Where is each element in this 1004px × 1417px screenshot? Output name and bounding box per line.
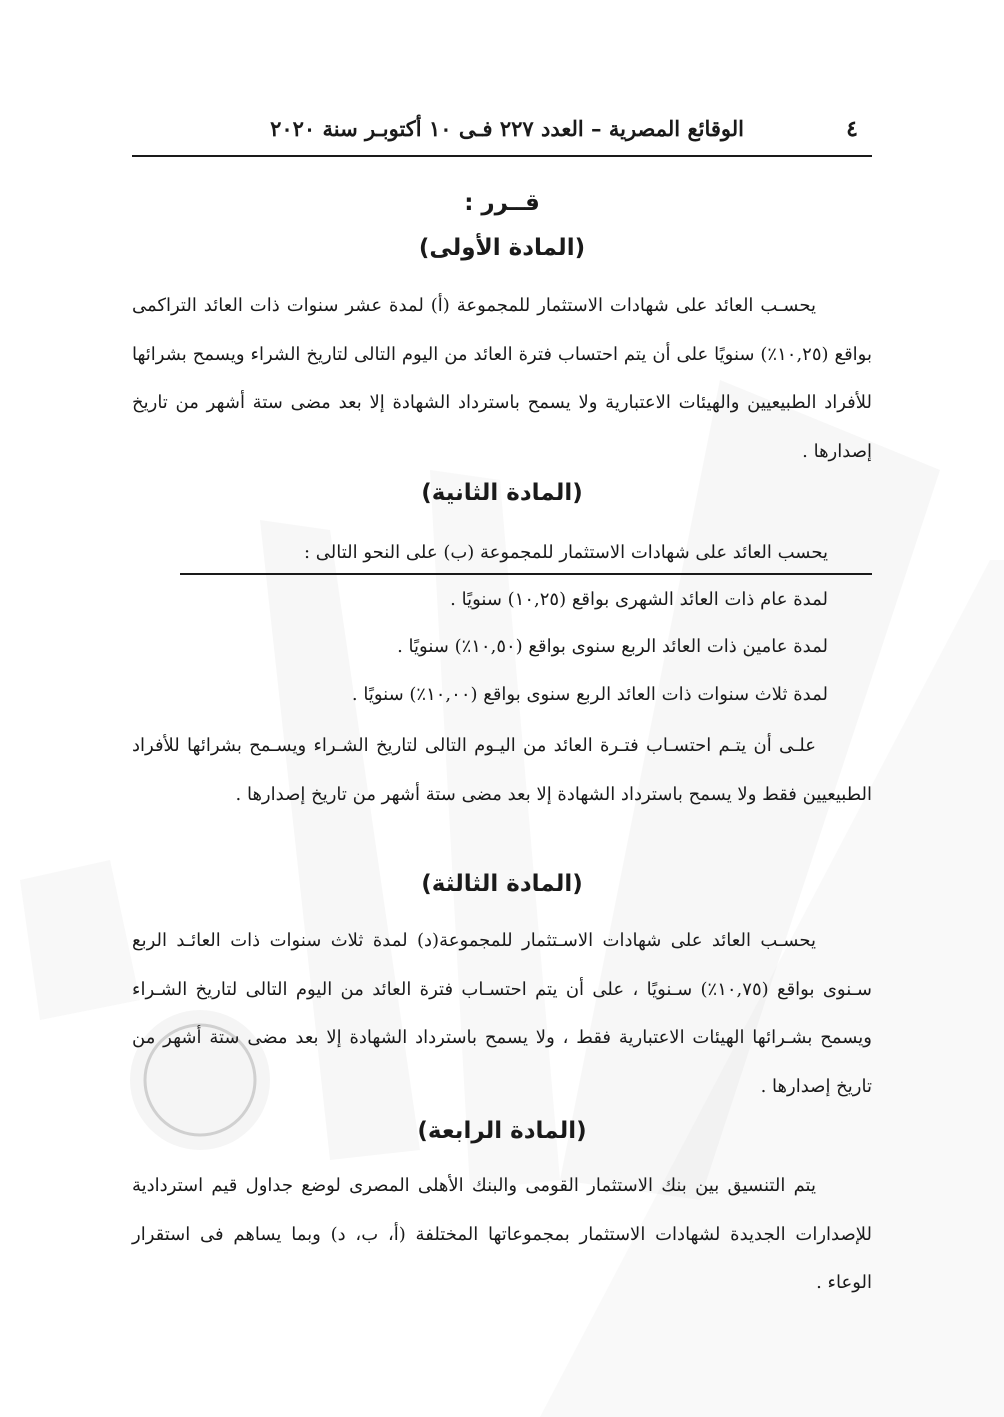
- article-2-heading: (المادة الثانية): [421, 480, 583, 506]
- page-number: ٤: [846, 116, 858, 142]
- article-1-text: يحسـب العائد على شهادات الاستثمار للمجموعة (أ) لمدة عشر سنوات ذات العائد التراكمى بواقع (١٠,٢٥٪) سنويًا على أن يتم احتساب فترة العائد من اليوم التالى لتاريخ الشراء ويسمح بشرائها للأفراد الطبيعيين والهيئات الاعتبارية ولا يسمح باسترداد الشهادة إلا بعد مضى ستة أشهر من تاريخ إصدارها .: [132, 295, 872, 462]
- article-4-text: يتم التنسيق بين بنك الاستثمار القومى والبنك الأهلى المصرى لوضع جداول قيم استردادية للإصدارات الجديدة لشهادات الاستثمار بمجموعاتها المختلفة (أ، ب، د) وبما يساهم فى استقرار الوعاء .: [132, 1175, 872, 1293]
- article-2-item: لمدة عامين ذات العائد الربع سنوى بواقع (١٠,٥٠٪) سنويًا .: [397, 636, 828, 657]
- page-header: [132, 112, 872, 148]
- gazette-title: الوقائع المصرية – العدد ٢٢٧ فـى ١٠ أكتوبـر سنة ٢٠٢٠: [270, 116, 744, 141]
- article-2-item: لمدة ثلاث سنوات ذات العائد الربع سنوى بواقع (١٠,٠٠٪) سنويًا .: [351, 684, 828, 705]
- decision-label: قــرر :: [464, 190, 540, 216]
- article-1-heading: (المادة الأولى): [418, 235, 586, 261]
- article-2-text: علـى أن يتـم احتسـاب فتـرة العائد من اليـوم التالى لتاريخ الشـراء ويسـمح بشرائها للأفراد الطبيعيين فقط ولا يسمح باسترداد الشهادة إلا بعد مضى ستة أشهر من تاريخ إصدارها .: [132, 735, 872, 805]
- article-2-intro: يحسب العائد على شهادات الاستثمار للمجموعة (ب) على النحو التالى :: [180, 533, 872, 575]
- article-4-heading: (المادة الرابعة): [417, 1118, 587, 1144]
- article-3-text: يحسـب العائد على شهادات الاسـتثمار للمجموعة(د) لمدة ثلاث سنوات ذات العائـد الربع سـنوى بواقع (١٠,٧٥٪) سـنويًا ، على أن يتم احتسـاب فترة العائد من اليوم التالى لتاريخ الشـراء ويسمح بشـرائها الهيئات الاعتبارية فقط ، ولا يسمح باسترداد الشهادة إلا بعد مضى ستة أشهر من تاريخ إصدارها .: [132, 930, 872, 1097]
- article-2-item: لمدة عام ذات العائد الشهرى بواقع (١٠,٢٥) سنويًا .: [450, 589, 828, 610]
- article-3-heading: (المادة الثالثة): [421, 871, 583, 897]
- header-divider: [132, 155, 872, 157]
